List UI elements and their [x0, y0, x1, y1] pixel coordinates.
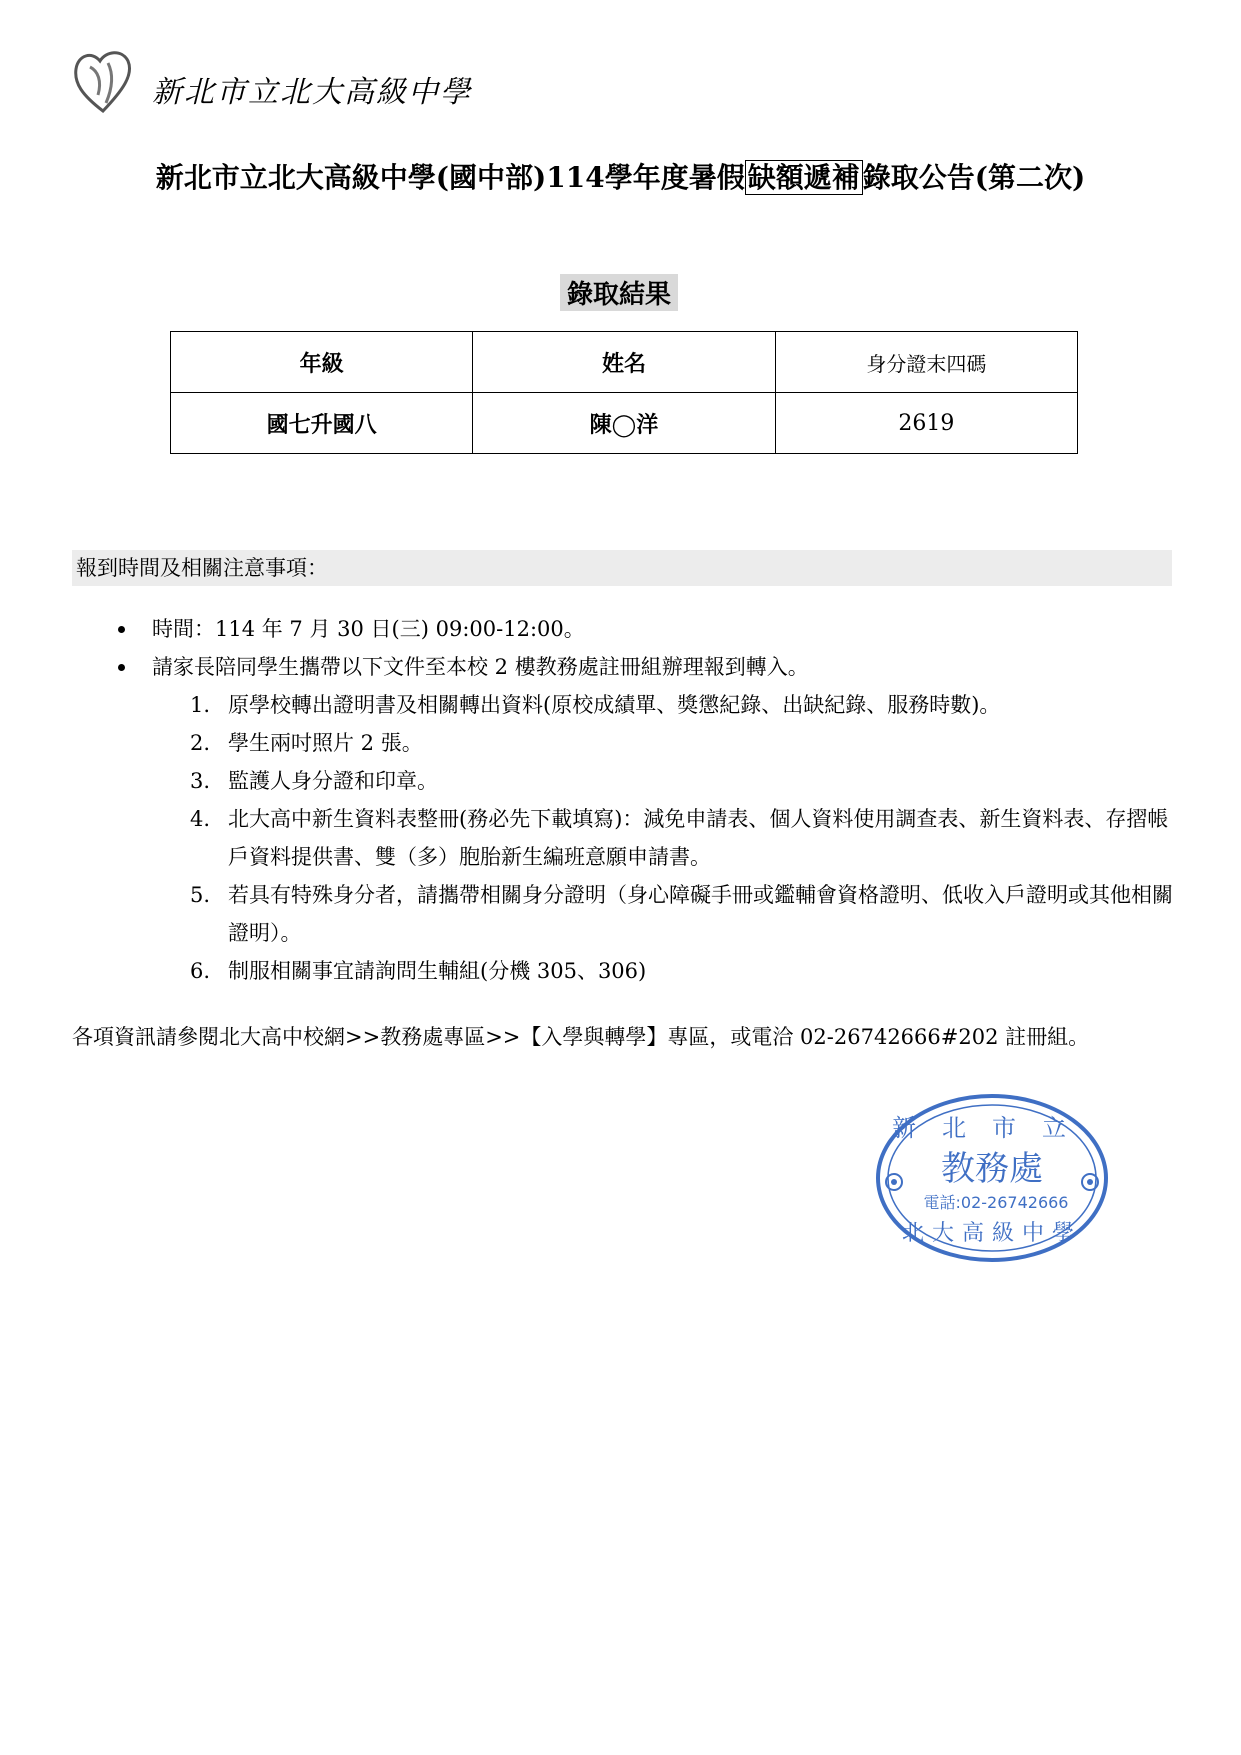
cell-grade: 國七升國八: [171, 393, 473, 454]
item-text: 學生兩吋照片 2 張。: [228, 731, 423, 755]
stamp-bottom-text: 北大高級中學: [901, 1221, 1083, 1246]
column-header-id: 身分證末四碼: [775, 332, 1077, 393]
stamp-top-text: 新北市立: [892, 1114, 1092, 1142]
item-number: 1.: [190, 693, 211, 717]
item-text: 若具有特殊身分者，請攜帶相關身分證明（身心障礙手冊或鑑輔會資格證明、低收入戶證明或其他相關證明）。: [228, 883, 1173, 945]
cell-name: 陳◯洋: [473, 393, 775, 454]
office-stamp: [872, 1090, 1112, 1266]
notice-list: [118, 610, 1178, 990]
table-header-row: [171, 332, 1078, 393]
list-item: [118, 800, 1178, 876]
title-part1: 新北市立北大高級中學(國中部)114學年度暑假: [155, 161, 745, 194]
list-item: [118, 610, 1178, 648]
item-number: 6.: [190, 959, 211, 983]
item-text: 監護人身分證和印章。: [228, 769, 438, 793]
item-text: 制服相關事宜請詢問生輔組(分機 305、306): [228, 959, 647, 983]
title-boxed: 缺額遞補: [745, 160, 863, 195]
page-title: [0, 156, 1241, 196]
bullet-text-documents: 請家長陪同學生攜帶以下文件至本校 2 樓教務處註冊組辦理報到轉入。: [152, 655, 809, 679]
result-heading: 錄取結果: [560, 274, 678, 311]
column-header-name: 姓名: [473, 332, 775, 393]
list-item: [118, 648, 1178, 686]
item-text: 北大高中新生資料表整冊(務必先下載填寫)：減免申請表、個人資料使用調查表、新生資料表、存摺帳戶資料提供書、雙（多）胞胎新生編班意願申請書。: [228, 807, 1169, 869]
result-table: [170, 331, 1078, 454]
column-header-grade: 年級: [171, 332, 473, 393]
list-item: [118, 762, 1178, 800]
item-number: 4.: [190, 807, 211, 831]
item-number: 3.: [190, 769, 211, 793]
item-number: 5.: [190, 883, 211, 907]
list-item: [118, 686, 1178, 724]
list-item: [118, 876, 1178, 952]
footer-note: 各項資訊請參閱北大高中校網>>教務處專區>>【入學與轉學】專區，或電洽 02-26742666#202 註冊組。: [72, 1025, 1090, 1049]
stamp-phone-text: 電話:02-26742666: [923, 1193, 1069, 1212]
table-row: [171, 393, 1078, 454]
bullet-icon: [118, 664, 125, 671]
notice-heading: 報到時間及相關注意事項：: [72, 550, 1172, 586]
logo-text: 新北市立北大高級中學: [152, 75, 472, 110]
title-part2: 錄取公告(第二次): [862, 161, 1086, 194]
list-item: [118, 724, 1178, 762]
item-number: 2.: [190, 731, 211, 755]
school-logo: [72, 45, 472, 125]
stamp-center-text: 教務處: [941, 1149, 1043, 1189]
heart-logo-icon: [72, 45, 134, 117]
list-item: [118, 952, 1178, 990]
item-text: 原學校轉出證明書及相關轉出資料(原校成績單、獎懲紀錄、出缺紀錄、服務時數)。: [228, 693, 1001, 717]
bullet-text-time: 時間：114 年 7 月 30 日(三) 09:00-12:00。: [152, 617, 585, 641]
cell-id: 2619: [775, 393, 1077, 454]
bullet-icon: [118, 626, 125, 633]
